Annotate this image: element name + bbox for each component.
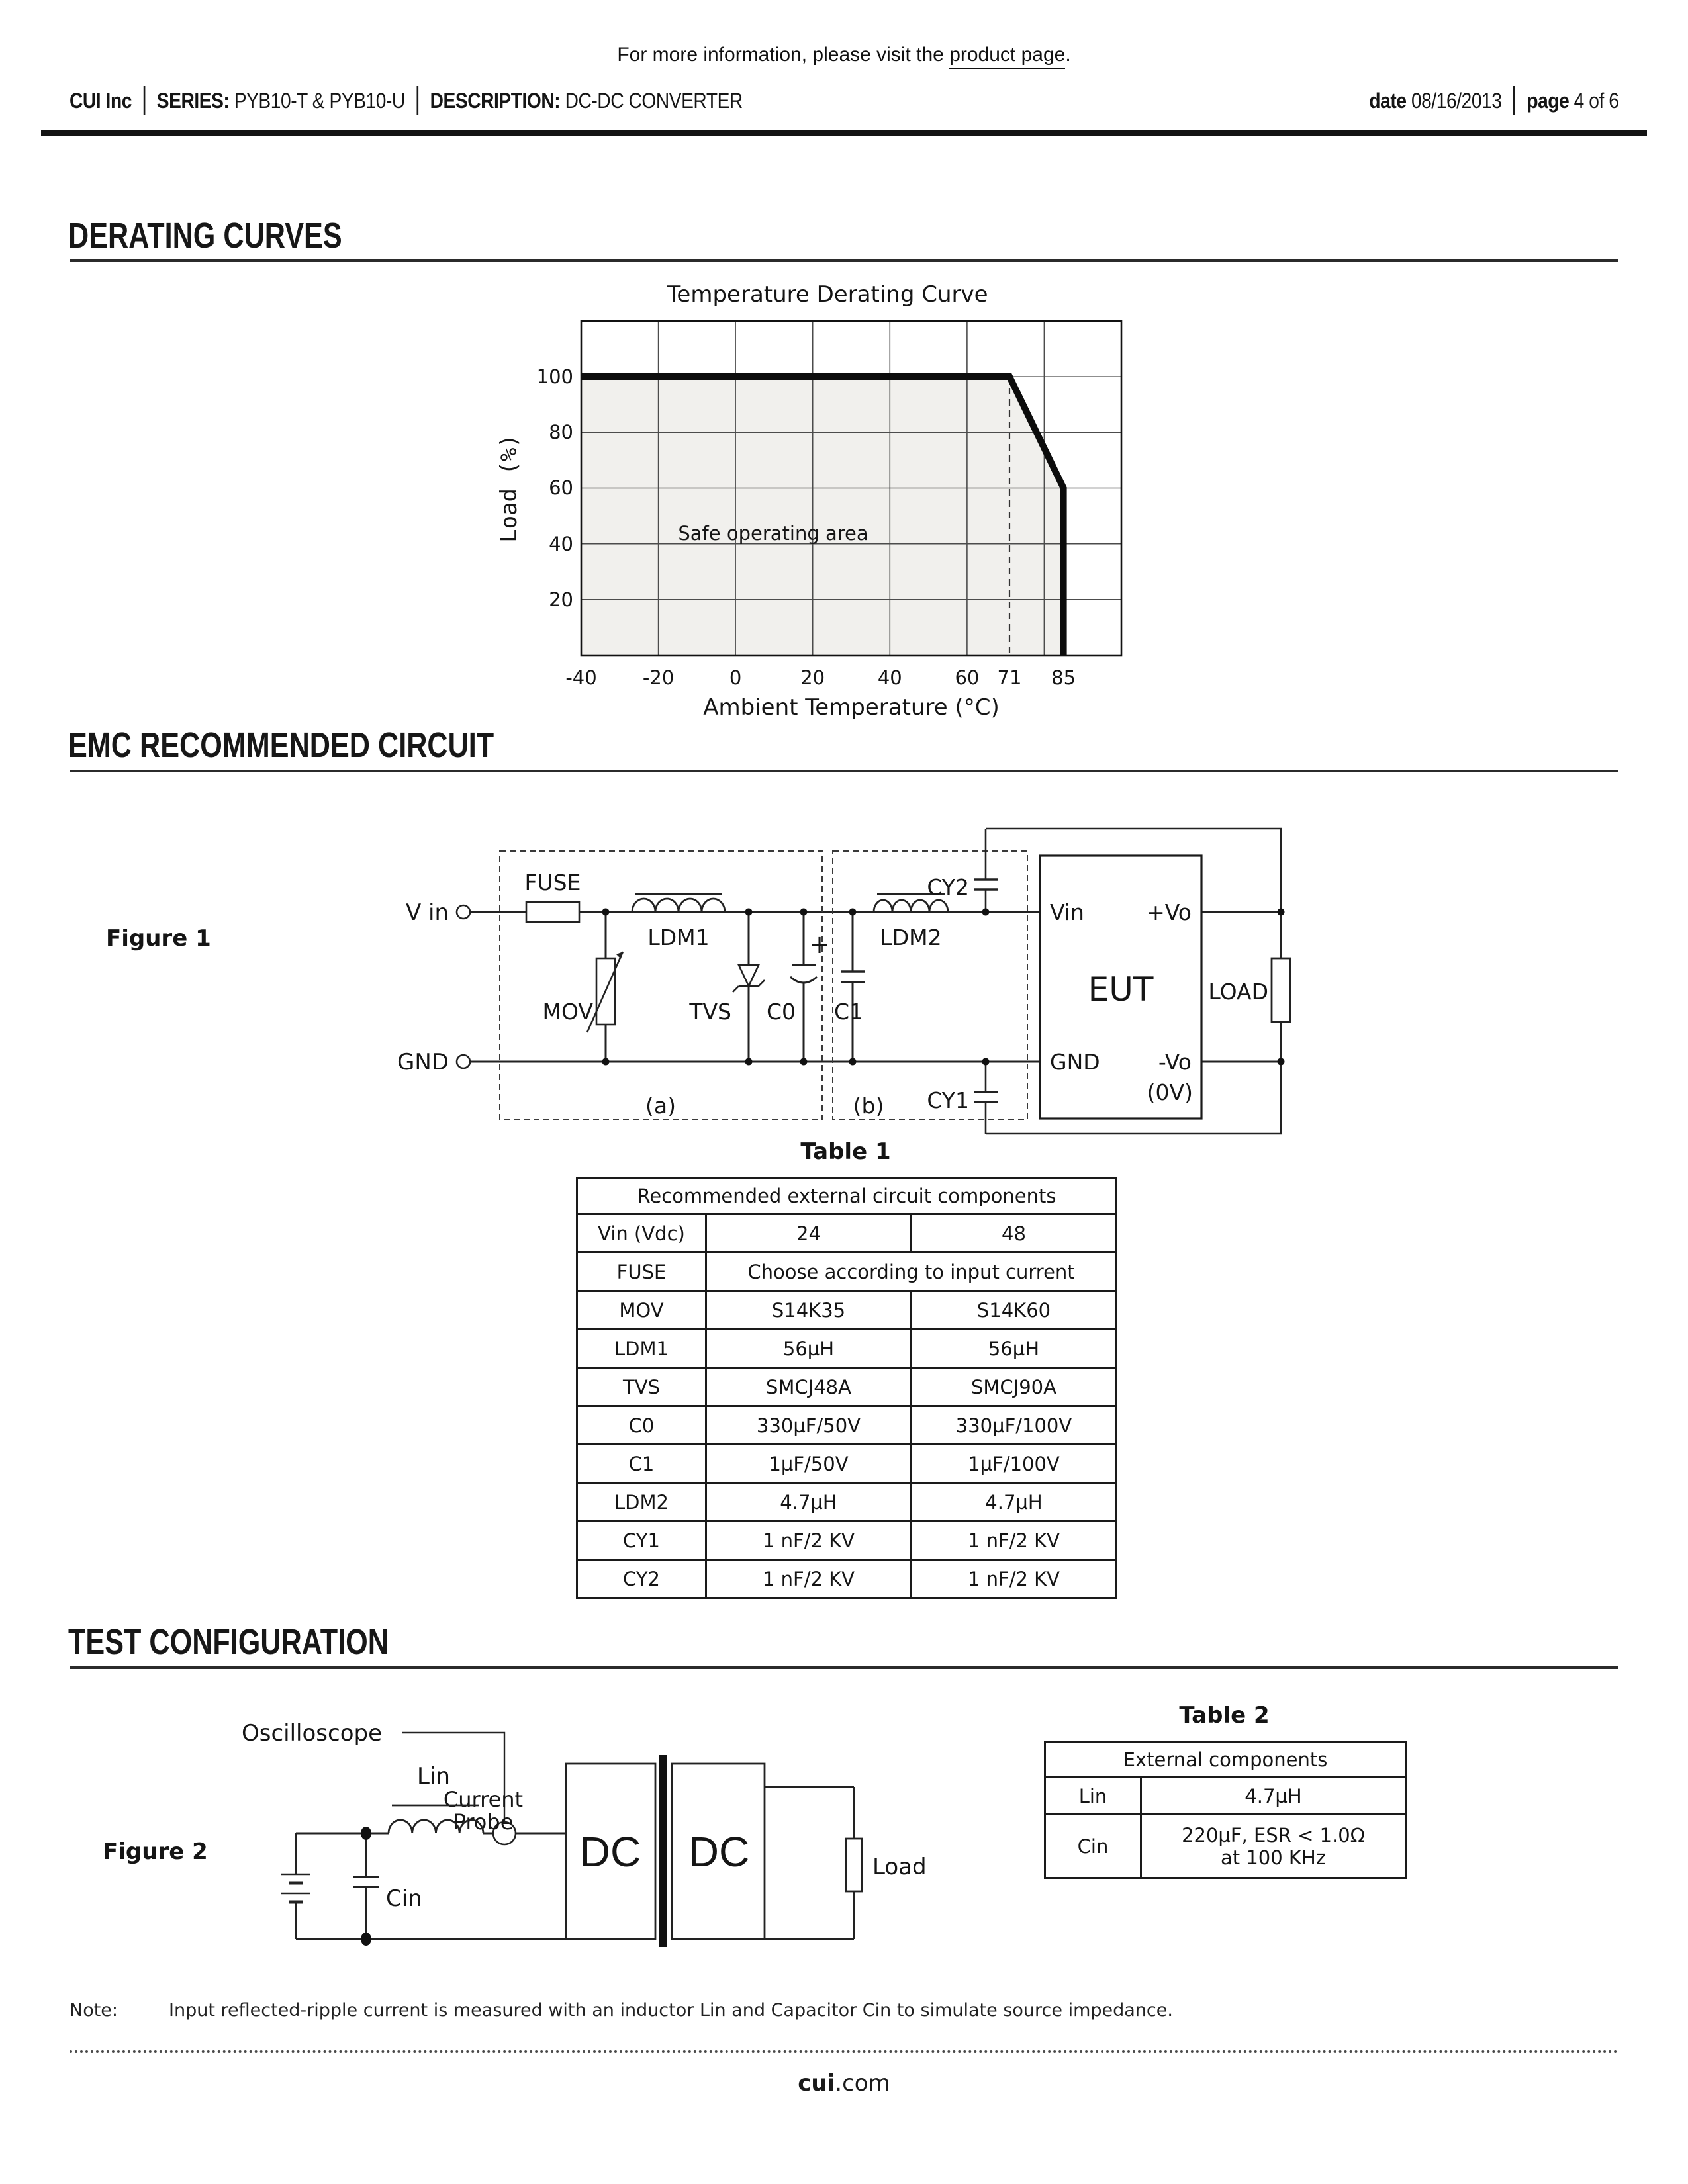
eut-pin-zero-v: (0V) [1147, 1079, 1193, 1105]
header-rule [41, 130, 1647, 136]
load-label: LOAD [1208, 979, 1268, 1005]
cell-24v: 56µH [706, 1330, 912, 1368]
table-row [577, 1368, 1117, 1406]
svg-text:0: 0 [729, 666, 742, 689]
section-title-emc: EMC RECOMMENDED CIRCUIT [68, 725, 494, 765]
figure2-caption: Figure 2 [103, 1839, 208, 1865]
table-row [577, 1253, 1117, 1291]
header-bar [70, 86, 1618, 123]
table-row [577, 1445, 1117, 1483]
emc-rule [70, 770, 1618, 772]
cin-value-line1: 220µF, ESR < 1.0Ω [1182, 1823, 1365, 1846]
safe-area-label: Safe operating area [678, 522, 868, 545]
info-line [0, 44, 1688, 66]
temperature-derating-chart [490, 277, 1172, 740]
svg-text:20: 20 [549, 588, 573, 611]
table2-title: Table 2 [1179, 1702, 1270, 1729]
row-label: Vin (Vdc) [577, 1214, 706, 1253]
description-label: DESCRIPTION: [430, 88, 561, 113]
gnd-label: GND [397, 1049, 449, 1075]
page-indicator [1526, 89, 1618, 113]
load-resistor [1272, 958, 1290, 1022]
svg-text:71: 71 [997, 666, 1022, 689]
tvs-label: TVS [689, 999, 731, 1024]
c1-label: C1 [834, 999, 864, 1024]
current-probe-label-1: Current [443, 1787, 524, 1812]
cell-48v: 48 [912, 1214, 1117, 1253]
date [1369, 89, 1501, 113]
table2-header: External components [1045, 1742, 1406, 1778]
svg-text:80: 80 [549, 421, 573, 443]
table1-header: Recommended external circuit components [577, 1178, 1117, 1214]
svg-text:100: 100 [536, 365, 573, 388]
page-value: 4 of 6 [1573, 88, 1618, 113]
table1 [576, 1177, 1117, 1599]
date-value: 08/16/2013 [1411, 88, 1501, 113]
figure1-emc-circuit [371, 821, 1297, 1138]
cy1-label: CY1 [927, 1087, 969, 1113]
tvs-symbol [733, 912, 765, 1062]
row-label: LDM1 [577, 1330, 706, 1368]
header-left [70, 86, 743, 115]
y-tick-labels [537, 365, 573, 611]
brand: CUI Inc [70, 88, 132, 113]
load-resistor [846, 1839, 862, 1891]
x-tick-labels [565, 666, 1076, 689]
cell-span: Choose according to input current [706, 1253, 1117, 1291]
row-label: Lin [1045, 1778, 1141, 1815]
fuse-label: FUSE [524, 870, 581, 895]
cell-24v: 4.7µH [706, 1483, 912, 1522]
eut-pin-pos-vo: +Vo [1147, 899, 1192, 925]
footer-brand: cui [798, 2070, 835, 2097]
note-label: Note: [70, 2000, 118, 2021]
series-label: SERIES: [156, 88, 230, 113]
row-label: C0 [577, 1406, 706, 1445]
header-right [1369, 86, 1618, 115]
cell-48v: 1µF/100V [912, 1445, 1117, 1483]
isolation-bar [659, 1755, 667, 1947]
derating-rule [70, 259, 1618, 262]
table-row [1045, 1778, 1406, 1815]
cell-24v: S14K35 [706, 1291, 912, 1330]
page-label: page [1526, 88, 1569, 113]
cin-value [1141, 1815, 1406, 1878]
box-a-label: (a) [645, 1093, 676, 1118]
lin-label: Lin [417, 1763, 450, 1790]
cell-24v: SMCJ48A [706, 1368, 912, 1406]
cell-24v: 330µF/50V [706, 1406, 912, 1445]
date-label: date [1368, 88, 1407, 113]
cin-value-line2: at 100 KHz [1221, 1846, 1326, 1869]
section-title-test: TEST CONFIGURATION [68, 1622, 389, 1662]
ldm1-label: LDM1 [647, 925, 710, 950]
vin-terminal [457, 905, 470, 919]
mov-label: MOV [542, 999, 593, 1024]
row-label: FUSE [577, 1253, 706, 1291]
note-text: Input reflected-ripple current is measured with an inductor Lin and Capacitor Cin to simulate source impedance. [169, 2000, 1173, 2021]
eut-pin-vin: Vin [1050, 899, 1084, 925]
c0-plus-sign: + [809, 930, 830, 959]
cy2-symbol [974, 829, 998, 912]
box-b-label: (b) [853, 1093, 884, 1118]
row-label: MOV [577, 1291, 706, 1330]
dc-left-label: DC [579, 1828, 641, 1876]
cell-24v: 1 nF/2 KV [706, 1522, 912, 1560]
row-label: C1 [577, 1445, 706, 1483]
svg-text:-20: -20 [642, 666, 675, 689]
header-separator [144, 86, 146, 115]
table2 [1044, 1741, 1407, 1879]
cell-24v: 24 [706, 1214, 912, 1253]
table1-title: Table 1 [800, 1138, 891, 1165]
info-suffix: . [1065, 44, 1071, 66]
cy1-symbol [974, 1062, 998, 1134]
cell-24v: 1µF/50V [706, 1445, 912, 1483]
safe-area-fill [581, 377, 1064, 655]
header-separator [1513, 86, 1515, 115]
eut-pin-neg-vo: -Vo [1158, 1049, 1192, 1075]
cell-48v: SMCJ90A [912, 1368, 1117, 1406]
table-row [1045, 1815, 1406, 1878]
svg-text:60: 60 [955, 666, 980, 689]
svg-text:20: 20 [800, 666, 825, 689]
gnd-terminal [457, 1055, 470, 1068]
svg-text:40: 40 [877, 666, 902, 689]
ldm1-symbol [632, 894, 725, 912]
table-row [577, 1330, 1117, 1368]
x-axis-label: Ambient Temperature (°C) [703, 694, 1000, 721]
table-row [577, 1214, 1117, 1253]
load-label: Load [872, 1854, 927, 1880]
svg-text:-40: -40 [565, 666, 597, 689]
cell-48v: 56µH [912, 1330, 1117, 1368]
vin-label: V in [405, 899, 449, 926]
y-axis-label: Load (%) [496, 434, 522, 543]
eut-pin-gnd: GND [1050, 1049, 1100, 1075]
cell-48v: 1 nF/2 KV [912, 1522, 1117, 1560]
row-label: CY2 [577, 1560, 706, 1598]
series-value: PYB10-T & PYB10-U [234, 88, 405, 113]
cin-label: Cin [386, 1886, 422, 1912]
footer [0, 2070, 1688, 2097]
row-label: CY1 [577, 1522, 706, 1560]
svg-text:60: 60 [549, 477, 573, 499]
current-probe-label-2: Probe [453, 1809, 514, 1835]
cin-symbol [353, 1833, 379, 1939]
cell-24v: 1 nF/2 KV [706, 1560, 912, 1598]
table-row [577, 1406, 1117, 1445]
dc-right-label: DC [688, 1828, 750, 1876]
cell-48v: 330µF/100V [912, 1406, 1117, 1445]
test-rule [70, 1666, 1618, 1669]
table2-header-row [1045, 1742, 1406, 1778]
footer-domain: .com [835, 2070, 890, 2097]
table-row [577, 1291, 1117, 1330]
eut-label: EUT [1088, 970, 1154, 1009]
oscilloscope-label: Oscilloscope [242, 1720, 383, 1747]
figure1-caption: Figure 1 [106, 925, 211, 952]
description [430, 89, 743, 113]
cell-48v: 4.7µH [912, 1483, 1117, 1522]
table-row [577, 1522, 1117, 1560]
figure2-test-circuit [165, 1707, 980, 1985]
c1-symbol [841, 912, 865, 1062]
svg-text:85: 85 [1051, 666, 1076, 689]
lin-value: 4.7µH [1141, 1778, 1406, 1815]
battery-symbol [281, 1833, 310, 1939]
table-row [577, 1483, 1117, 1522]
info-prefix: For more information, please visit the [617, 44, 950, 66]
description-value: DC-DC CONVERTER [565, 88, 743, 113]
table1-header-row [577, 1178, 1117, 1214]
header-separator [416, 86, 418, 115]
svg-text:40: 40 [549, 533, 573, 555]
row-label: LDM2 [577, 1483, 706, 1522]
series [157, 89, 405, 113]
footer-rule [70, 2050, 1618, 2053]
table-row [577, 1560, 1117, 1598]
row-label: TVS [577, 1368, 706, 1406]
chart-title: Temperature Derating Curve [667, 281, 988, 308]
c0-label: C0 [766, 999, 796, 1024]
cy2-label: CY2 [927, 874, 969, 900]
cell-48v: S14K60 [912, 1291, 1117, 1330]
fuse-symbol [526, 902, 579, 922]
ldm2-label: LDM2 [880, 925, 942, 950]
mov-symbol [587, 912, 623, 1062]
row-label: Cin [1045, 1815, 1141, 1878]
cell-48v: 1 nF/2 KV [912, 1560, 1117, 1598]
section-title-derating: DERATING CURVES [68, 216, 342, 255]
product-page-link[interactable]: product page [949, 44, 1065, 69]
